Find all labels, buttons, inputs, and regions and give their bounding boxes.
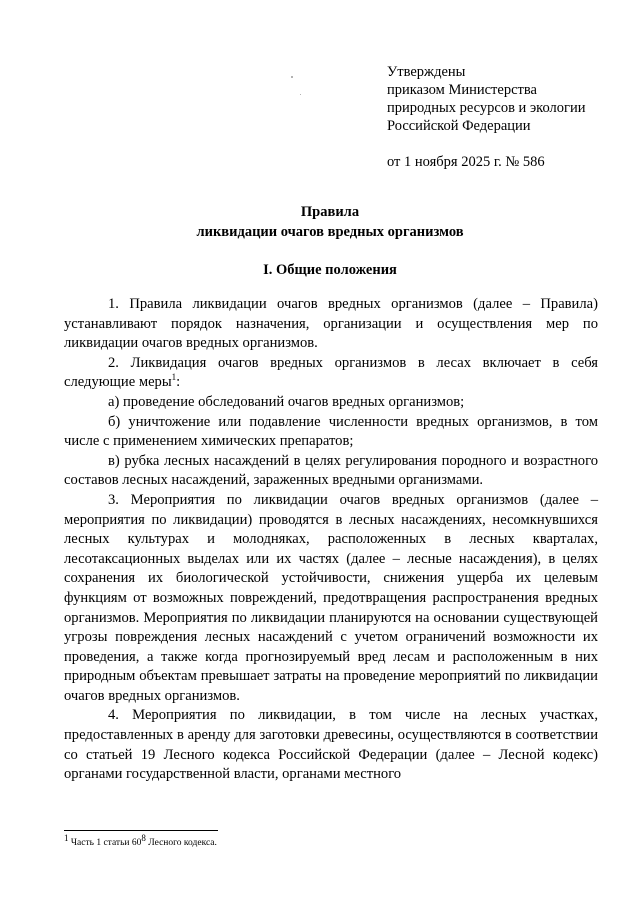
footnote-text: Часть 1 статьи 60 bbox=[70, 838, 142, 848]
approval-line: Утверждены bbox=[387, 64, 466, 80]
list-item-a: а) проведение обследований очагов вредных организмов; bbox=[108, 393, 465, 410]
list-item-b: б) уничтожение или подавление численности вредных организмов, в том числе с применением химических препаратов; bbox=[64, 413, 598, 450]
scan-speck bbox=[291, 76, 293, 78]
footnote-ref[interactable]: 1 bbox=[171, 372, 177, 383]
title-line: ликвидации очагов вредных организмов bbox=[196, 224, 464, 240]
footnote-mark: 1 bbox=[64, 832, 69, 843]
paragraph-4: 4. Мероприятия по ликвидации, в том числе на лесных участках, предоставленных в аренду для заготовки древесины, осуществляются в соответствии со статьей 19 Лесного кодекса Российской Федерации (далее – Лесной кодекс) органами государственной власти, органами местного bbox=[64, 707, 598, 783]
footnote-divider bbox=[64, 830, 218, 831]
title-line: Правила bbox=[300, 204, 360, 220]
approval-line: природных ресурсов и экологии bbox=[387, 100, 586, 116]
footnote-article-sup: 8 bbox=[141, 832, 146, 843]
approval-line: приказом Министерства bbox=[387, 82, 537, 98]
paragraph-3: 3. Мероприятия по ликвидации очагов вредных организмов (далее – мероприятия по ликвидации) проводятся в лесных насаждениях, несомкнувшихся лесных культурах и молодняках, расположенных в лесных кварталах, лесотаксационных выделах или их частях (далее – лесные насаждения), в целях сохранения их биологической устойчивости, снижения ущерба их целевым функциям от возможных повреждений, предотвращения распространения вредных организмов. Мероприятия по ликвидации планируются на основании существующей угрозы повреждения лесных насаждений с учетом ограничений возможности их проведения, а также когда прогнозируемый вред лесам и расположенным в них природным объектам превышает затраты на проведение мероприятий по ликвидации очагов вредных организмов. bbox=[64, 491, 598, 704]
footnote-text-end: Лесного кодекса. bbox=[145, 838, 217, 848]
approval-block bbox=[387, 63, 585, 171]
scan-speck bbox=[300, 94, 301, 95]
section-heading: I. Общие положения bbox=[263, 262, 397, 278]
paragraph-2-end: : bbox=[176, 374, 181, 391]
approval-date: от 1 ноября 2025 г. № 586 bbox=[387, 154, 545, 170]
document-body bbox=[64, 295, 598, 785]
paragraph-2 bbox=[64, 354, 598, 393]
list-item-v: в) рубка лесных насаждений в целях регулирования породного и возрастного составов лесных насаждений, зараженных вредными организмами. bbox=[64, 452, 598, 489]
document-title bbox=[60, 202, 600, 242]
paragraph-1: 1. Правила ликвидации очагов вредных организмов (далее – Правила) устанавливают порядок назначения, организации и осуществления мер по ликвидации очагов вредных организмов. bbox=[64, 296, 598, 352]
footnote bbox=[64, 832, 217, 849]
paragraph-2-text: 2. Ликвидация очагов вредных организмов в лесах включает в себя следующие меры bbox=[64, 354, 598, 391]
approval-line: Российской Федерации bbox=[387, 118, 531, 134]
